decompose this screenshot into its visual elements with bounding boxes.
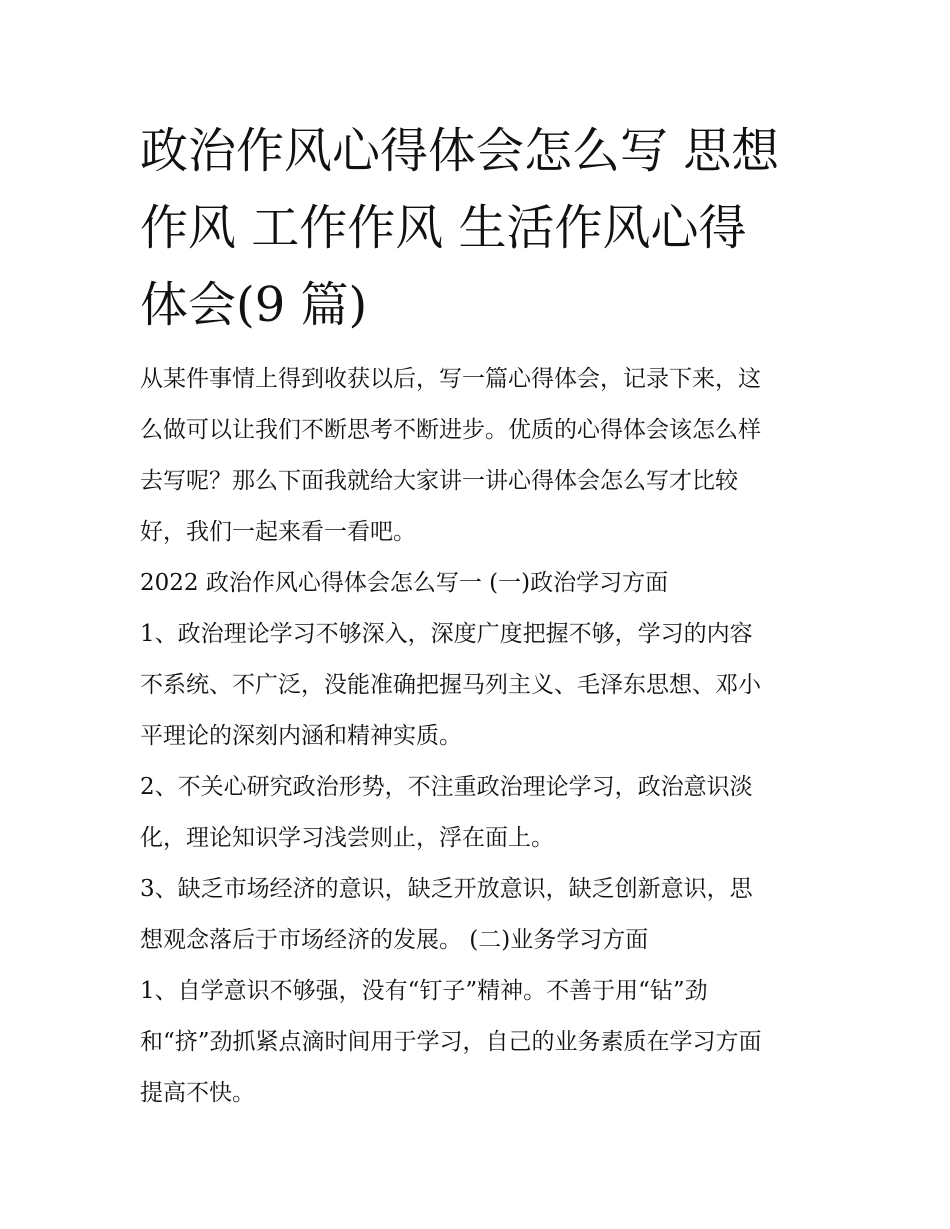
body-line: 不系统、不广泛，没能准确把握马列主义、毛泽东思想、邓小: [140, 672, 761, 698]
body-line: 和“挤”劲抓紧点滴时间用于学习，自己的业务素质在学习方面: [140, 1029, 762, 1055]
body-line: 化，理论知识学习浅尝则止，浮在面上。: [140, 825, 554, 851]
section-heading-line: 2022 政治作风心得体会怎么写一 (一)政治学习方面: [140, 570, 669, 596]
body-line: 提高不快。: [140, 1080, 255, 1106]
title-line: 作风 工作作风 生活作风心得: [140, 200, 747, 256]
body-line: 从某件事情上得到收获以后，写一篇心得体会，记录下来，这: [140, 366, 761, 392]
body-line: 好，我们一起来看一看吧。: [140, 519, 416, 545]
body-line: 平理论的深刻内涵和精神实质。: [140, 723, 462, 749]
body-line: 3、缺乏市场经济的意识，缺乏开放意识，缺乏创新意识，思: [140, 876, 753, 902]
body-line: 1、自学意识不够强，没有“钉子”精神。不善于用“钻”劲: [140, 978, 708, 1004]
document-body: [140, 354, 830, 1119]
title-line: 政治作风心得体会怎么写 思想: [140, 123, 780, 179]
body-line: 想观念落后于市场经济的发展。 (二)业务学习方面: [140, 927, 649, 953]
body-line: 么做可以让我们不断思考不断进步。优质的心得体会该怎么样: [140, 417, 761, 443]
title-line: 体会(9 篇): [140, 277, 368, 333]
body-line: 2、不关心研究政治形势，不注重政治理论学习，政治意识淡: [140, 774, 753, 800]
body-line: 去写呢？那么下面我就给大家讲一讲心得体会怎么写才比较: [140, 468, 738, 494]
body-line: 1、政治理论学习不够深入，深度广度把握不够，学习的内容: [140, 621, 753, 647]
document-title: [140, 113, 830, 344]
